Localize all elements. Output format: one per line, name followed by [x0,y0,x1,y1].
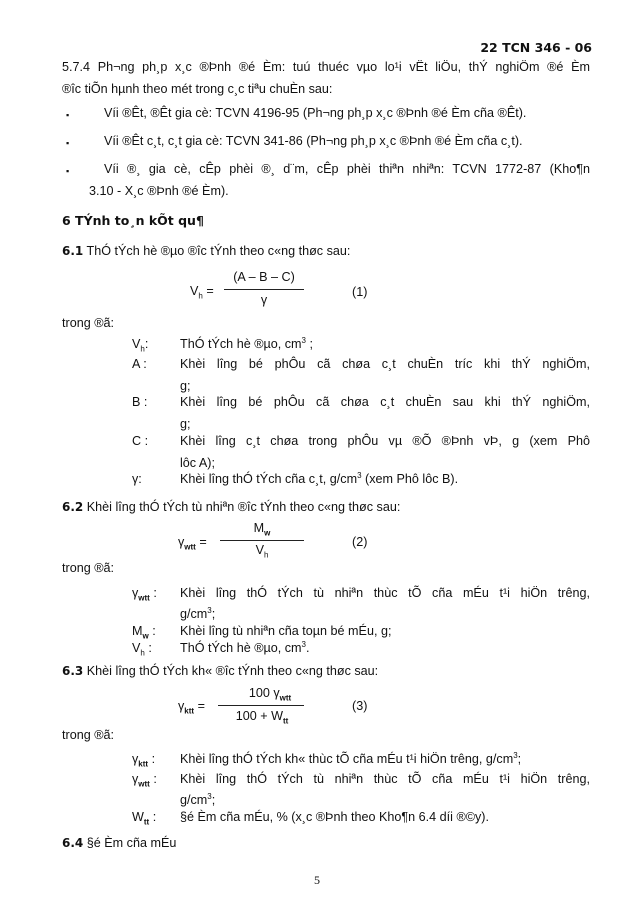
subsection-text: Khèi lîng thÓ tÝch kh« ®îc tÝnh theo c«ng thøc sau: [86,664,379,678]
formula-tag: (3) [352,699,368,713]
bullet-square-icon: ▪ [66,138,70,148]
def-symbol: $V_h$: [132,337,149,354]
subsection-number: 6.2 [62,500,84,514]
formula-tag: (1) [352,285,368,299]
def-symbol: γ: [132,472,142,486]
formula-lhs: $V_h$ = [190,284,214,301]
def-symbol: $M_w$ : [132,624,156,641]
def-symbol: $\gamma_{wtt}$ : [132,586,157,603]
def-symbol: C : [132,434,149,448]
where-label: trong ®ã: [62,728,114,742]
formula-denominator: γ [260,293,268,307]
def-text-cont: lôc A); [180,456,215,470]
def-text-cont: $g/cm^3$; [180,791,216,807]
subsection-6-4-heading [62,836,176,850]
def-symbol: $W_{tt}$ : [132,810,157,827]
def-text: Khèi lîng thÓ tÝch kh« thùc tÕ cña mÉu t¹i hiÖn trêng, $g/cm^3$; [180,750,522,766]
formula-numerator: 100 $\gamma_{wtt}$ [248,686,292,703]
def-symbol: $\gamma_{ktt}$ : [132,752,156,769]
def-text: Khèi lîng bé phÔu cã chøa c¸t chuÈn tríc khi thÝ nghiÖm, [180,357,590,371]
def-text: §é Èm cña mÉu, % (x¸c ®Þnh theo Kho¶n 6.4 díi ®©y). [180,810,489,824]
bullet-square-icon: ▪ [66,166,70,176]
list-item-continuation: 3.10 - X¸c ®Þnh ®é Èm). [89,184,229,198]
formula-lhs: $\gamma_{wtt}$ = [178,535,207,552]
para-574-line1: 5.7.4 Ph¬ng ph¸p x¸c ®Þnh ®é Èm: tuú thuéc vµo lo¹i vËt liÖu, thÝ nghiÖm ®é Èm [62,60,590,74]
formula-denominator: $V_h$ [255,543,269,560]
section-title: 6 TÝnh to¸n kÕt qu¶ [62,213,204,228]
formula-denominator: $100 + W_{tt}$ [235,709,289,726]
list-item: Víi ®Êt, ®Êt gia cè: TCVN 4196-95 (Ph¬ng ph¸p x¸c ®Þnh ®é Èm cña ®Êt). [104,106,527,120]
formula-numerator: (A – B – C) [233,270,295,284]
def-text: Khèi lîng c¸t chøa trong phÔu vµ ®Õ ®Þnh vÞ, g (xem Phô [180,434,590,448]
def-text-cont: g; [180,379,191,393]
para-574-line2: ®îc tiÕn hµnh theo mét trong c¸c tiªu chuÈn sau: [62,82,333,96]
def-symbol: $V_h$ : [132,641,152,658]
formula-tag: (2) [352,535,368,549]
where-label: trong ®ã: [62,316,114,330]
subsection-6-2-heading [62,500,400,514]
subsection-number: 6.1 [62,244,84,258]
def-text-cont: $g/cm^3$; [180,605,216,621]
subsection-6-3-heading [62,664,378,678]
fraction-bar [224,289,304,290]
subsection-text: ThÓ tÝch hè ®µo ®îc tÝnh theo c«ng thøc sau: [86,244,351,258]
def-text: Khèi lîng bé phÔu cã chøa c¸t chuÈn sau khi thÝ nghiÖm, [180,395,590,409]
def-text: Khèi lîng thÓ tÝch cña c¸t, $g/cm^3$ (xem Phô lôc B). [180,470,459,486]
def-text: ThÓ tÝch hè ®µo, $cm^3$. [180,639,310,655]
subsection-number: 6.4 [62,836,84,850]
def-symbol: $\gamma_{wtt}$ : [132,772,157,789]
def-text: Khèi lîng thÓ tÝch tù nhiªn thùc tÕ cña mÉu t¹i hiÖn trêng, [180,772,590,786]
bullet-square-icon: ▪ [66,110,70,120]
subsection-text: §é Èm cña mÉu [86,836,177,850]
list-item: Víi ®¸ gia cè, cÊp phèi ®¸ d¨m, cÊp phèi thiªn nhiªn: TCVN 1772-87 (Kho¶n [104,162,590,176]
subsection-number: 6.3 [62,664,84,678]
list-item: Víi ®Êt c¸t, c¸t gia cè: TCVN 341-86 (Ph¬ng ph¸p x¸c ®Þnh ®é Èm cña c¸t). [104,134,523,148]
def-symbol: A : [132,357,147,371]
subsection-text: Khèi lîng thÓ tÝch tù nhiªn ®îc tÝnh theo c«ng thøc sau: [86,500,401,514]
page-number: 5 [314,873,320,887]
where-label: trong ®ã: [62,561,114,575]
fraction-bar [218,705,304,706]
fraction-bar [220,540,304,541]
def-text: Khèi lîng tù nhiªn cña toµn bé mÉu, g; [180,624,392,638]
def-text: ThÓ tÝch hè ®µo, $cm^3$ ; [180,335,313,351]
formula-lhs: $\gamma_{ktt}$ = [178,699,205,716]
subsection-6-1-heading [62,244,350,258]
def-symbol: B : [132,395,148,409]
def-text: Khèi lîng thÓ tÝch tù nhiªn thùc tÕ cña mÉu t¹i hiÖn trêng, [180,586,590,600]
def-text-cont: g; [180,417,191,431]
formula-numerator: $M_w$ [253,521,271,538]
document-code-header: 22 TCN 346 - 06 [480,40,592,55]
